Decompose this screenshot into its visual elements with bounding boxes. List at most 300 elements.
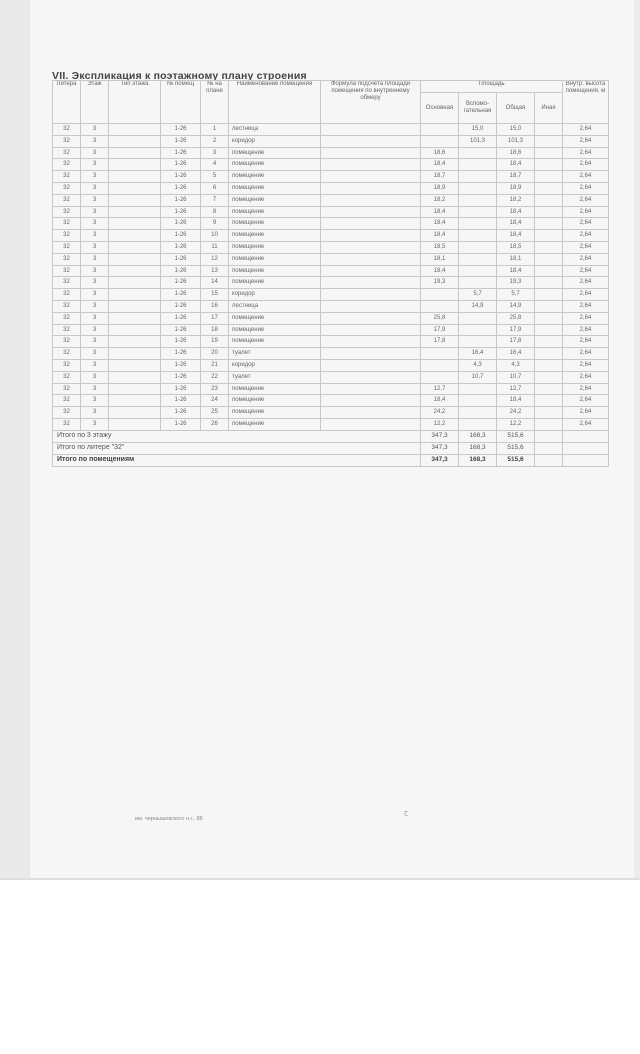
cell-area-other — [535, 383, 563, 395]
cell-area-main: 18,4 — [421, 206, 459, 218]
cell-pomesh: 1-26 — [161, 218, 201, 230]
cell-area-main: 18,4 — [421, 159, 459, 171]
cell-height: 2,64 — [563, 359, 609, 371]
cell-plan-number: 12 — [201, 253, 229, 265]
cell-area-total: 5,7 — [497, 289, 535, 301]
cell-height: 2,64 — [563, 230, 609, 242]
table-row — [53, 147, 609, 159]
cell-area-other — [535, 359, 563, 371]
cell-area-total: 18,4 — [497, 159, 535, 171]
totals-area-total: 515,6 — [497, 430, 535, 442]
cell-height: 2,64 — [563, 418, 609, 430]
cell-height: 2,64 — [563, 324, 609, 336]
cell-area-main: 17,9 — [421, 324, 459, 336]
cell-litera: 32 — [53, 407, 81, 419]
cell-plan-number: 23 — [201, 383, 229, 395]
cell-area-aux — [459, 383, 497, 395]
cell-plan-number: 25 — [201, 407, 229, 419]
cell-room-name: коридор — [229, 135, 321, 147]
cell-area-total: 12,7 — [497, 383, 535, 395]
cell-formula — [321, 124, 421, 136]
cell-formula — [321, 147, 421, 159]
table-totals — [53, 430, 609, 466]
cell-area-other — [535, 124, 563, 136]
cell-room-name: помещение — [229, 324, 321, 336]
cell-etazh: 3 — [81, 218, 109, 230]
cell-formula — [321, 206, 421, 218]
cell-area-main — [421, 124, 459, 136]
cell-pomesh: 1-26 — [161, 230, 201, 242]
table-row — [53, 395, 609, 407]
cell-formula — [321, 171, 421, 183]
cell-room-name: коридор — [229, 359, 321, 371]
cell-area-other — [535, 147, 563, 159]
cell-area-other — [535, 395, 563, 407]
cell-formula — [321, 135, 421, 147]
cell-litera: 32 — [53, 336, 81, 348]
cell-height: 2,64 — [563, 147, 609, 159]
table-row — [53, 383, 609, 395]
cell-height: 2,64 — [563, 336, 609, 348]
cell-plan-number: 11 — [201, 241, 229, 253]
cell-litera: 32 — [53, 194, 81, 206]
cell-formula — [321, 230, 421, 242]
cell-litera: 32 — [53, 383, 81, 395]
table-row — [53, 124, 609, 136]
cell-litera: 32 — [53, 124, 81, 136]
cell-room-name: лестница — [229, 124, 321, 136]
cell-area-main: 18,4 — [421, 230, 459, 242]
cell-litera: 32 — [53, 324, 81, 336]
cell-room-name: лестница — [229, 300, 321, 312]
cell-plan-number: 6 — [201, 182, 229, 194]
cell-litera: 32 — [53, 159, 81, 171]
table-row — [53, 359, 609, 371]
cell-etazh: 3 — [81, 194, 109, 206]
cell-area-aux — [459, 147, 497, 159]
cell-tip — [109, 147, 161, 159]
cell-litera: 32 — [53, 182, 81, 194]
cell-litera: 32 — [53, 241, 81, 253]
cell-area-aux — [459, 312, 497, 324]
cell-tip — [109, 300, 161, 312]
col-header-pomesh: № помещ — [161, 81, 201, 124]
cell-height: 2,64 — [563, 182, 609, 194]
cell-area-main — [421, 359, 459, 371]
table-row — [53, 289, 609, 301]
cell-formula — [321, 265, 421, 277]
cell-area-main: 18,4 — [421, 395, 459, 407]
cell-area-main — [421, 289, 459, 301]
cell-room-name: помещение — [229, 253, 321, 265]
cell-area-other — [535, 289, 563, 301]
totals-area-aux: 168,3 — [459, 430, 497, 442]
cell-litera: 32 — [53, 147, 81, 159]
cell-room-name: помещение — [229, 182, 321, 194]
cell-height: 2,64 — [563, 289, 609, 301]
cell-height: 2,64 — [563, 194, 609, 206]
cell-pomesh: 1-26 — [161, 418, 201, 430]
col-header-litera: Литера — [53, 81, 81, 124]
cell-area-aux — [459, 395, 497, 407]
cell-area-other — [535, 312, 563, 324]
cell-area-other — [535, 418, 563, 430]
cell-etazh: 3 — [81, 265, 109, 277]
totals-row — [53, 454, 609, 466]
cell-area-total: 19,3 — [497, 277, 535, 289]
cell-area-main: 12,2 — [421, 418, 459, 430]
cell-area-aux — [459, 418, 497, 430]
cell-area-other — [535, 230, 563, 242]
cell-formula — [321, 300, 421, 312]
cell-plan-number: 2 — [201, 135, 229, 147]
cell-area-main — [421, 348, 459, 360]
cell-etazh: 3 — [81, 147, 109, 159]
cell-pomesh: 1-26 — [161, 371, 201, 383]
cell-room-name: помещение — [229, 206, 321, 218]
cell-area-total: 24,2 — [497, 407, 535, 419]
cell-plan-number: 5 — [201, 171, 229, 183]
cell-formula — [321, 218, 421, 230]
table-row — [53, 171, 609, 183]
cell-area-total: 18,1 — [497, 253, 535, 265]
cell-height: 2,64 — [563, 253, 609, 265]
cell-formula — [321, 289, 421, 301]
cell-formula — [321, 159, 421, 171]
cell-area-other — [535, 241, 563, 253]
cell-area-aux: 5,7 — [459, 289, 497, 301]
cell-tip — [109, 312, 161, 324]
scan-bottom-edge — [0, 878, 640, 880]
cell-area-other — [535, 324, 563, 336]
cell-litera: 32 — [53, 312, 81, 324]
cell-height: 2,64 — [563, 135, 609, 147]
cell-etazh: 3 — [81, 395, 109, 407]
cell-etazh: 3 — [81, 230, 109, 242]
scan-edge — [634, 0, 640, 878]
table-row — [53, 218, 609, 230]
cell-height: 2,64 — [563, 312, 609, 324]
cell-litera: 32 — [53, 171, 81, 183]
cell-area-main: 24,2 — [421, 407, 459, 419]
cell-area-aux — [459, 265, 497, 277]
cell-area-aux — [459, 206, 497, 218]
cell-room-name: помещение — [229, 407, 321, 419]
cell-litera: 32 — [53, 230, 81, 242]
cell-area-aux — [459, 253, 497, 265]
cell-area-total: 25,8 — [497, 312, 535, 324]
cell-room-name: помещение — [229, 277, 321, 289]
cell-area-main: 18,4 — [421, 265, 459, 277]
cell-etazh: 3 — [81, 253, 109, 265]
cell-height: 2,64 — [563, 407, 609, 419]
cell-formula — [321, 395, 421, 407]
cell-tip — [109, 135, 161, 147]
cell-area-total: 18,4 — [497, 265, 535, 277]
cell-pomesh: 1-26 — [161, 135, 201, 147]
cell-height: 2,64 — [563, 124, 609, 136]
cell-tip — [109, 324, 161, 336]
cell-room-name: помещение — [229, 147, 321, 159]
table-row — [53, 206, 609, 218]
table-row — [53, 241, 609, 253]
cell-area-aux — [459, 230, 497, 242]
cell-area-total: 18,4 — [497, 218, 535, 230]
totals-area-other — [535, 442, 563, 454]
cell-area-other — [535, 206, 563, 218]
cell-plan-number: 1 — [201, 124, 229, 136]
cell-area-other — [535, 253, 563, 265]
cell-tip — [109, 348, 161, 360]
cell-plan-number: 14 — [201, 277, 229, 289]
cell-area-aux — [459, 277, 497, 289]
cell-tip — [109, 277, 161, 289]
cell-plan-number: 15 — [201, 289, 229, 301]
cell-formula — [321, 407, 421, 419]
cell-area-other — [535, 407, 563, 419]
cell-plan-number: 3 — [201, 147, 229, 159]
cell-litera: 32 — [53, 289, 81, 301]
cell-etazh: 3 — [81, 289, 109, 301]
cell-pomesh: 1-26 — [161, 171, 201, 183]
cell-area-total: 18,7 — [497, 171, 535, 183]
cell-area-main: 17,8 — [421, 336, 459, 348]
table-row — [53, 418, 609, 430]
cell-area-main: 12,7 — [421, 383, 459, 395]
cell-pomesh: 1-26 — [161, 312, 201, 324]
cell-plan-number: 18 — [201, 324, 229, 336]
cell-area-main: 18,5 — [421, 241, 459, 253]
cell-room-name: помещение — [229, 336, 321, 348]
cell-area-aux: 101,3 — [459, 135, 497, 147]
cell-area-total: 17,8 — [497, 336, 535, 348]
cell-etazh: 3 — [81, 241, 109, 253]
cell-plan-number: 21 — [201, 359, 229, 371]
col-header-na-plane: № на плане — [201, 81, 229, 124]
cell-tip — [109, 253, 161, 265]
cell-area-total: 101,3 — [497, 135, 535, 147]
cell-area-aux — [459, 407, 497, 419]
totals-area-other — [535, 430, 563, 442]
cell-room-name: помещение — [229, 159, 321, 171]
table-row — [53, 371, 609, 383]
cell-area-total: 18,6 — [497, 147, 535, 159]
cell-etazh: 3 — [81, 371, 109, 383]
cell-height: 2,64 — [563, 241, 609, 253]
cell-pomesh: 1-26 — [161, 159, 201, 171]
cell-etazh: 3 — [81, 124, 109, 136]
cell-area-total: 16,4 — [497, 348, 535, 360]
cell-litera: 32 — [53, 395, 81, 407]
cell-area-main: 18,6 — [421, 147, 459, 159]
cell-tip — [109, 265, 161, 277]
col-header-ploshad: Площадь — [421, 81, 563, 93]
cell-plan-number: 22 — [201, 371, 229, 383]
totals-area-other — [535, 454, 563, 466]
cell-etazh: 3 — [81, 206, 109, 218]
cell-pomesh: 1-26 — [161, 265, 201, 277]
cell-etazh: 3 — [81, 336, 109, 348]
cell-litera: 32 — [53, 348, 81, 360]
pen-mark: ꞇ — [404, 808, 409, 818]
cell-area-aux — [459, 218, 497, 230]
cell-room-name: коридор — [229, 289, 321, 301]
cell-area-aux — [459, 324, 497, 336]
cell-height: 2,64 — [563, 171, 609, 183]
cell-formula — [321, 277, 421, 289]
cell-height: 2,64 — [563, 277, 609, 289]
cell-litera: 32 — [53, 218, 81, 230]
cell-area-main — [421, 371, 459, 383]
totals-label: Итого по литере "32" — [53, 442, 421, 454]
cell-area-total: 18,4 — [497, 395, 535, 407]
cell-tip — [109, 182, 161, 194]
cell-area-total: 18,2 — [497, 194, 535, 206]
totals-label: Итого по 3 этажу — [53, 430, 421, 442]
cell-pomesh: 1-26 — [161, 147, 201, 159]
cell-tip — [109, 289, 161, 301]
cell-height: 2,64 — [563, 371, 609, 383]
table-row — [53, 253, 609, 265]
cell-pomesh: 1-26 — [161, 300, 201, 312]
totals-height — [563, 430, 609, 442]
totals-area-total: 515,6 — [497, 454, 535, 466]
cell-pomesh: 1-26 — [161, 407, 201, 419]
cell-area-total: 15,0 — [497, 124, 535, 136]
cell-etazh: 3 — [81, 277, 109, 289]
cell-formula — [321, 383, 421, 395]
cell-pomesh: 1-26 — [161, 359, 201, 371]
table-row — [53, 182, 609, 194]
cell-formula — [321, 371, 421, 383]
cell-etazh: 3 — [81, 159, 109, 171]
totals-area-main: 347,3 — [421, 442, 459, 454]
cell-tip — [109, 418, 161, 430]
cell-pomesh: 1-26 — [161, 289, 201, 301]
cell-area-aux — [459, 194, 497, 206]
cell-room-name: помещение — [229, 418, 321, 430]
cell-pomesh: 1-26 — [161, 383, 201, 395]
table-row — [53, 159, 609, 171]
totals-area-aux: 168,3 — [459, 442, 497, 454]
cell-tip — [109, 395, 161, 407]
cell-room-name: помещение — [229, 265, 321, 277]
table-row — [53, 324, 609, 336]
cell-plan-number: 8 — [201, 206, 229, 218]
cell-tip — [109, 336, 161, 348]
col-header-osnovnaya: Основная — [421, 93, 459, 124]
cell-plan-number: 20 — [201, 348, 229, 360]
cell-area-total: 18,9 — [497, 182, 535, 194]
cell-area-total: 12,2 — [497, 418, 535, 430]
col-header-vysota: Внутр. высота помещения, м — [563, 81, 609, 124]
cell-tip — [109, 371, 161, 383]
cell-area-main: 18,7 — [421, 171, 459, 183]
cell-area-other — [535, 348, 563, 360]
cell-etazh: 3 — [81, 135, 109, 147]
table-row — [53, 300, 609, 312]
totals-height — [563, 454, 609, 466]
totals-area-total: 515,6 — [497, 442, 535, 454]
cell-tip — [109, 383, 161, 395]
col-header-inaya: Иная — [535, 93, 563, 124]
cell-tip — [109, 159, 161, 171]
cell-etazh: 3 — [81, 348, 109, 360]
cell-height: 2,64 — [563, 348, 609, 360]
cell-area-main: 18,1 — [421, 253, 459, 265]
cell-area-main: 18,9 — [421, 182, 459, 194]
totals-area-main: 347,3 — [421, 430, 459, 442]
cell-height: 2,64 — [563, 159, 609, 171]
cell-room-name: помещение — [229, 230, 321, 242]
cell-pomesh: 1-26 — [161, 182, 201, 194]
cell-pomesh: 1-26 — [161, 253, 201, 265]
cell-pomesh: 1-26 — [161, 348, 201, 360]
cell-etazh: 3 — [81, 312, 109, 324]
cell-formula — [321, 336, 421, 348]
cell-area-total: 18,5 — [497, 241, 535, 253]
cell-area-main — [421, 135, 459, 147]
cell-plan-number: 4 — [201, 159, 229, 171]
cell-etazh: 3 — [81, 300, 109, 312]
cell-room-name: помещение — [229, 312, 321, 324]
cell-area-other — [535, 171, 563, 183]
cell-area-aux: 4,3 — [459, 359, 497, 371]
cell-tip — [109, 230, 161, 242]
table-row — [53, 277, 609, 289]
cell-etazh: 3 — [81, 407, 109, 419]
cell-pomesh: 1-26 — [161, 277, 201, 289]
footer-note: им. чернышевского н.г., 88 — [135, 816, 203, 822]
cell-plan-number: 9 — [201, 218, 229, 230]
cell-formula — [321, 241, 421, 253]
cell-tip — [109, 206, 161, 218]
table-body — [53, 124, 609, 431]
cell-room-name: туалет — [229, 371, 321, 383]
cell-room-name: помещение — [229, 194, 321, 206]
table-row — [53, 135, 609, 147]
cell-pomesh: 1-26 — [161, 324, 201, 336]
cell-room-name: помещение — [229, 383, 321, 395]
table-row — [53, 265, 609, 277]
cell-plan-number: 17 — [201, 312, 229, 324]
cell-plan-number: 19 — [201, 336, 229, 348]
cell-room-name: помещение — [229, 241, 321, 253]
col-header-formula: Формула подсчёта площади помещения по внутреннему обмеру — [321, 81, 421, 124]
cell-area-main: 19,3 — [421, 277, 459, 289]
cell-area-other — [535, 194, 563, 206]
cell-area-total: 4,3 — [497, 359, 535, 371]
cell-height: 2,64 — [563, 383, 609, 395]
cell-height: 2,64 — [563, 206, 609, 218]
cell-formula — [321, 194, 421, 206]
cell-area-other — [535, 159, 563, 171]
cell-area-aux: 10,7 — [459, 371, 497, 383]
cell-area-total: 17,9 — [497, 324, 535, 336]
cell-room-name: помещение — [229, 395, 321, 407]
col-header-naimenovanie: Наименование помещения — [229, 81, 321, 124]
cell-area-aux — [459, 182, 497, 194]
cell-plan-number: 16 — [201, 300, 229, 312]
cell-height: 2,64 — [563, 300, 609, 312]
cell-plan-number: 7 — [201, 194, 229, 206]
cell-etazh: 3 — [81, 383, 109, 395]
cell-plan-number: 13 — [201, 265, 229, 277]
cell-area-aux — [459, 159, 497, 171]
cell-litera: 32 — [53, 253, 81, 265]
cell-area-other — [535, 218, 563, 230]
cell-tip — [109, 218, 161, 230]
